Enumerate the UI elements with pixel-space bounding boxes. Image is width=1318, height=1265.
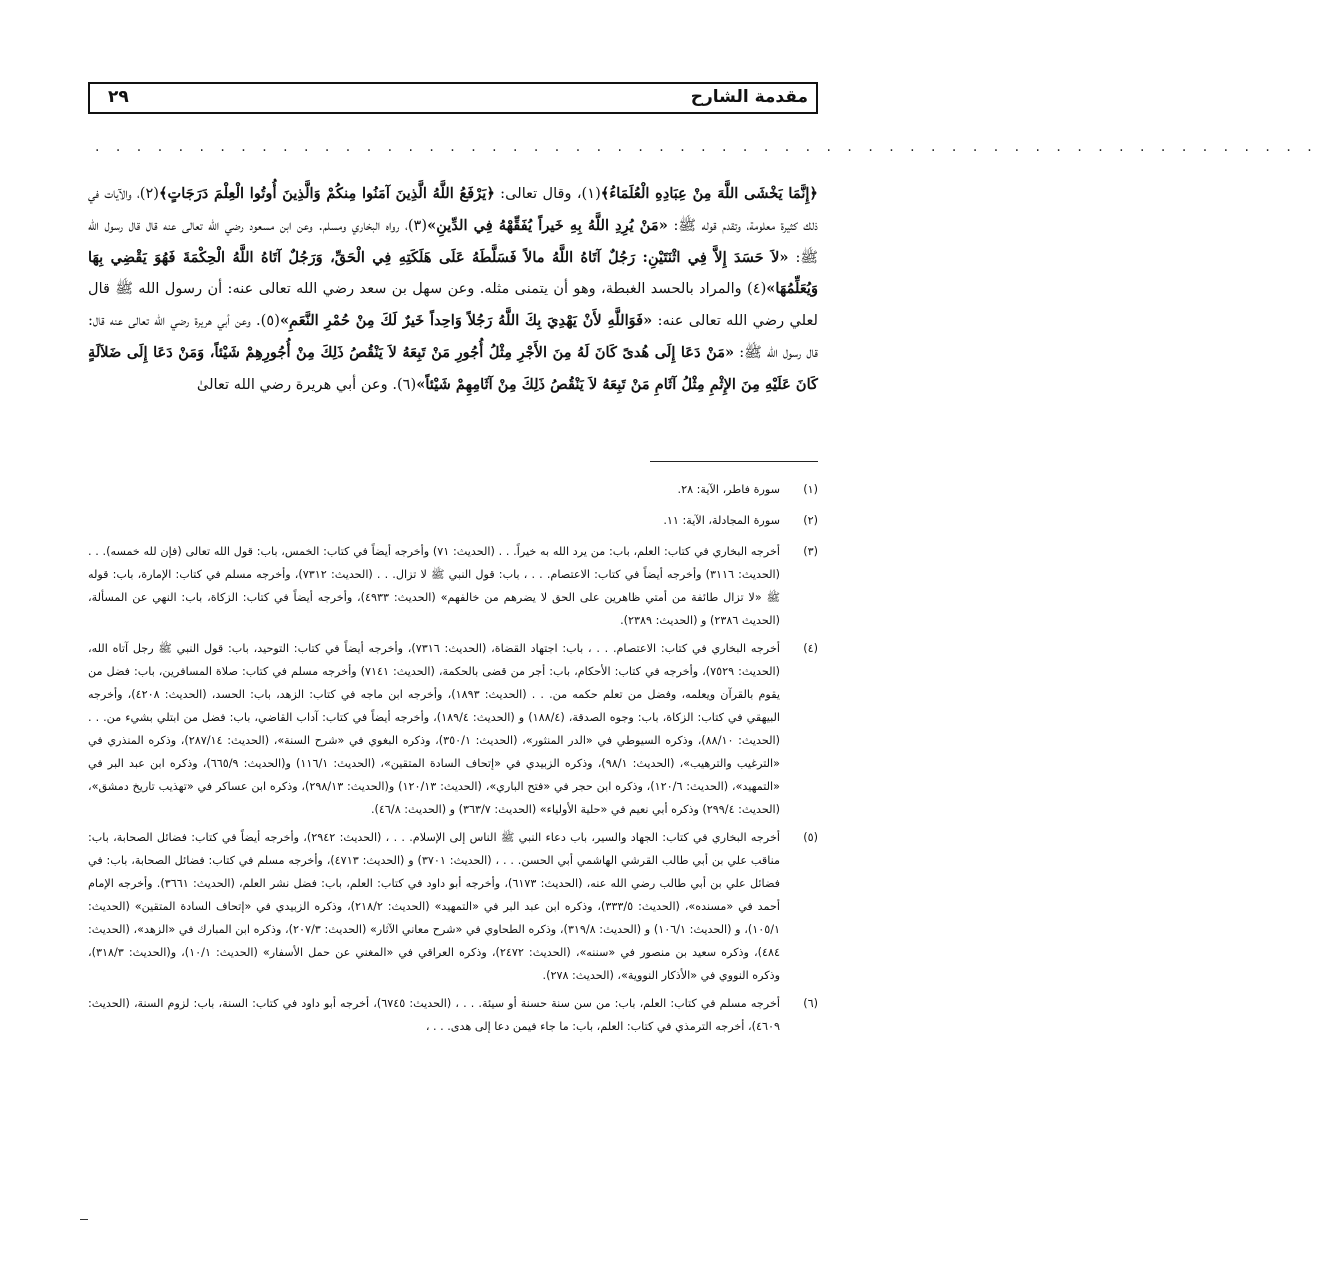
body-text: (١)، وقال تعالى: xyxy=(494,185,601,202)
footnote xyxy=(88,478,818,501)
page-header xyxy=(88,82,818,114)
footnote-number: (٣) xyxy=(803,545,818,558)
body-text: (٥). وعن أبي هريرة رضي الله تعالى عنه قال: قال رسول الله ﷺ: xyxy=(88,312,819,361)
footnote-number: (٢) xyxy=(803,514,818,527)
chapter-title: مقدمة الشارح xyxy=(690,87,808,107)
footnote-number: (٥) xyxy=(803,831,818,844)
footnote-text: سورة المجادلة، الآية: ١١. xyxy=(663,514,780,527)
body-text: (٤) والمراد بالحسد الغبطة، وهو أن يتمنى مثله. وعن سهل بن سعد رضي الله تعالى عنه: أن رسول الله ﷺ قال لعلي رضي الله تعالى عنه: xyxy=(88,280,818,330)
footnote-text: أخرجه البخاري في كتاب: الاعتصام. . . ، باب: اجتهاد القضاة، (الحديث: ٧٣١٦)، وأخرجه أيضاً في كتاب: التوحيد، باب: قول النبي ﷺ رجل آتاه الله، (الحديث: ٧٥٢٩)، وأخرجه في كتاب: الأحكام، باب: أجر من قضى بالحكمة، (الحديث: ٧١٤١) وأخرجه مسلم في كتاب: صلاة المسافرين، باب: فضل من يقوم بالقرآن ويعلمه، وفضل من تعلم حكمه من. . . (الحديث: ١٨٩٣)، وأخرجه ابن ماجه في كتاب: الزهد، باب: الحسد، (الحديث: ٤٢٠٨)، وأخرجه البيهقي في كتاب: الزكاة، باب: وجوه الصدقة، (١٨٨/٤) و (الحديث: ١٨٩/٤)، وأخرجه أيضاً في كتاب: آداب القاضي، باب: فضل من ابتلي بشيء من. . . (الحديث: ٨٨/١٠)، وذكره السيوطي في «الدر المنثور»، (الحديث: ٣٥٠/١)، وذكره البغوي في «شرح السنة»، (الحديث: ٢٨٧/١٤)، وذكره المنذري في «الترغيب والترهيب»، (الحديث: ٩٨/١)، وذكره الزبيدي في «إتحاف السادة المتقين»، (الحديث: ١١٦/١) و(الحديث: ٦٦٥/٩)، وذكره ابن عبد البر في «التمهيد»، (الحديث: ١٢٠/٦)، وذكره ابن حجر في «فتح الباري»، (الحديث: ١٢٠/١٣) و(الحديث: ٢٩٨/١٣)، وذكره ابن عساكر في «تهذيب تاريخ دمشق»، (الحديث: ٢٩٩/٤) وذكره أبي نعيم في «حلية الأولياء» (الحديث: ٣٦٣/٧) و (الحديث: ٤٦/٨). xyxy=(88,642,781,816)
page-number: ٢٩ xyxy=(108,87,129,107)
main-text xyxy=(88,178,818,401)
footnote-number: (٤) xyxy=(803,642,818,655)
footnote-text: أخرجه البخاري في كتاب: العلم، باب: من يرد الله به خيراً. . . (الحديث: ٧١) وأخرجه أيضاً في كتاب: الخمس، باب: قول الله تعالى (فإن لله خمسه). . . (الحديث: ٣١١٦) وأخرجه أيضاً في كتاب: الاعتصام. . . ، باب: قول النبي ﷺ لا تزال. . . (الحديث: ٧٣١٢)، وأخرجه مسلم في كتاب: الإمارة، باب: قوله ﷺ «لا تزال طائفة من أمتي ظاهرين على الحق لا يضرهم من خالفهم» (الحديث: ٤٩٣٣)، وأخرجه أيضاً في كتاب: الزكاة، باب: النهي عن المسألة، (الحديث ٢٣٨٦) و (الحديث: ٢٣٨٩). xyxy=(88,545,781,627)
quoted-text: ﴿يَرْفَعُ اللَّهُ الَّذِينَ آمَنُوا مِنكُمْ وَالَّذِينَ أُوتُوا الْعِلْمَ دَرَجَاتٍ﴾ xyxy=(158,185,495,202)
footnote xyxy=(88,637,818,821)
quoted-text: ﴿إِنَّمَا يَخْشَى اللَّهَ مِنْ عِبَادِهِ الْعُلَمَاءُ﴾ xyxy=(600,185,818,202)
body-text: (٣)، رواه البخاري ومسلم. وعن ابن مسعود رضي الله تعالى عنه قال قال رسول الله ﷺ: xyxy=(88,216,819,266)
margin-tick xyxy=(80,1219,88,1220)
footnote xyxy=(88,540,818,632)
quoted-text: «لاَ حَسَدَ إِلاَّ فِي اثْنَتَيْنِ: رَجُلٌ آتَاهُ اللَّهُ مالاً فَسَلَّطَهُ عَلَى هَلَكَتِهِ فِي الْحَقِّ، وَرَجُلٌ آتَاهُ اللَّهُ الْحِكْمَةَ فَهُوَ يَقْضِي بِهَا وَيُعَلِّمُهَا» xyxy=(88,248,818,298)
body-text: (٦). وعن أبي هريرة رضي الله تعالىٰ xyxy=(196,375,417,393)
dotted-separator: . . . . . . . . . . . . . . . . . . . . . . . . . . . . . . . . . . . . . . . . . . . . . . . . . . . . . . . . . . . xyxy=(95,139,1318,155)
footnote xyxy=(88,826,818,987)
footnote xyxy=(88,509,818,532)
footnote-rule xyxy=(650,461,818,462)
footnote-text: أخرجه البخاري في كتاب: الجهاد والسير، باب دعاء النبي ﷺ الناس إلى الإسلام. . . ، (الحديث: ٢٩٤٢)، وأخرجه أيضاً في كتاب: فضائل الصحابة، باب: مناقب علي بن أبي طالب القرشي الهاشمي أبي الحسن. . . ، (الحديث: ٣٧٠١) و (الحديث: ٤٧١٣)، وأخرجه مسلم في كتاب: فضائل الصحابة، باب: في فضائل علي بن أبي طالب رضي الله عنه، (الحديث: ٦١٧٣)، وأخرجه أبو داود في كتاب: العلم، باب: فضل نشر العلم، (الحديث: ٣٦٦١). وأخرجه الإمام أحمد في «مسنده»، (الحديث: ٣٣٣/٥)، وذكره ابن عبد البر في «التمهيد» (الحديث: ٢١٨/٢)، وذكره الزبيدي في «إتحاف السادة المتقين» (الحديث: ١٠٥/١)، و (الحديث: ١٠٦/١) و (الحديث: ٣١٩/٨)، وذكره الطحاوي في «شرح معاني الآثار» (الحديث: ٢٠٧/٣)، وذكره ابن المبارك في «الزهد»، (الحديث: ٤٨٤)، وذكره سعيد بن منصور في «سننه»، (الحديث: ٢٤٧٢)، وذكره العراقي في «المغني عن حمل الأسفار» (الحديث: ١٠/١)، و(الحديث: ٣١٨/٣)، وذكره النووي في «الأذكار النووية»، (الحديث: ٢٧٨). xyxy=(88,831,781,982)
footnote xyxy=(88,992,818,1038)
body-text: (٢)، والآيات في ذلك كثيرة معلومة، وتقدم قوله ﷺ: xyxy=(88,185,818,234)
quoted-text: «مَنْ دَعَا إِلَى هُدىً كَانَ لَهُ مِنَ الأَجْرِ مِثْلُ أُجُورِ مَنْ تَبِعَهُ لاَ يَنْقُصُ ذَلِكَ مِنْ أُجُورِهِمْ شَيْئاً، وَمَنْ دَعَا إِلَى ضَلاَلَةٍ كَانَ عَلَيْهِ مِنَ الإِثْمِ مِثْلُ آثَامِ مَنْ تَبِعَهُ لاَ يَنْقُصُ ذَلِكَ مِنْ آثَامِهِمْ شَيْئاً» xyxy=(88,343,818,393)
footnote-number: (١) xyxy=(803,483,818,496)
footnotes xyxy=(88,478,818,1043)
quoted-text: «فَوَاللَّهِ لأَنْ يَهْدِيَ بِكَ اللَّهُ رَجُلاً وَاحِداً خَيرٌ لَكَ مِنْ حُمْرِ النَّعَمِ» xyxy=(279,312,653,330)
quoted-text: «مَنْ يُرِدِ اللَّهُ بِهِ خَيراً يُفَقِّهْهُ فِي الدِّينِ» xyxy=(427,216,668,234)
footnote-number: (٦) xyxy=(803,997,818,1010)
footnote-text: سورة فاطر، الآية: ٢٨. xyxy=(677,483,780,496)
footnote-text: أخرجه مسلم في كتاب: العلم، باب: من سن سنة حسنة أو سيئة. . . ، (الحديث: ٦٧٤٥)، أخرجه أبو داود في كتاب: السنة، باب: لزوم السنة، (الحديث: ٤٦٠٩)، أخرجه الترمذي في كتاب: العلم، باب: ما جاء فيمن دعا إلى هدى. . . ، xyxy=(88,997,780,1033)
